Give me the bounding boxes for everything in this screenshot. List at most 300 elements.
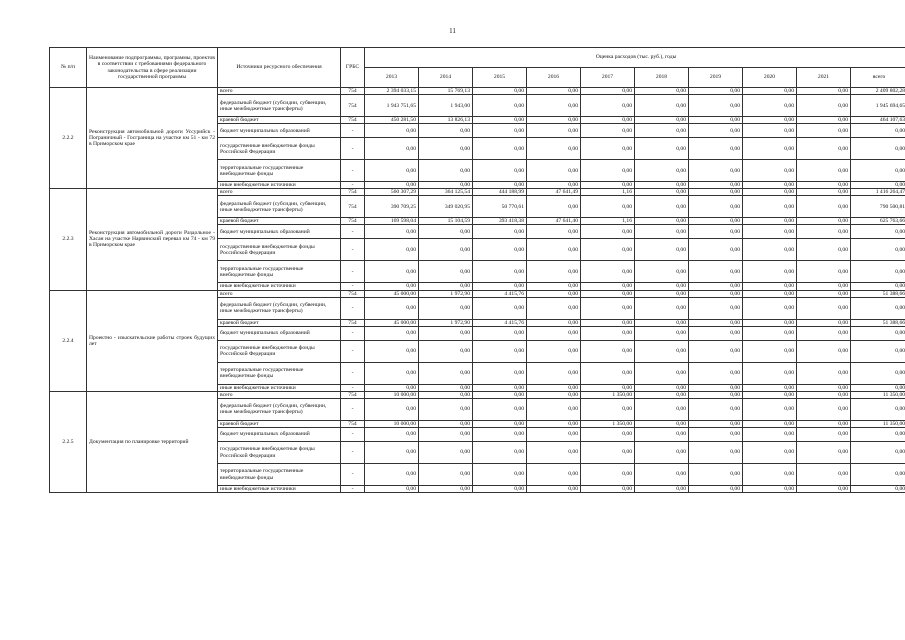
total-value: 0,00: [851, 384, 905, 391]
year-value: 0,00: [581, 290, 635, 297]
total-value: 0,00: [851, 182, 905, 189]
year-value: 0,00: [635, 340, 689, 362]
year-value: 0,00: [743, 362, 797, 384]
total-value: 625 763,66: [851, 218, 905, 225]
funding-source: иные внебюджетные источники: [218, 384, 341, 391]
year-value: 0,00: [419, 398, 473, 420]
year-value: 0,00: [365, 297, 419, 319]
funding-source: всего: [218, 391, 341, 398]
grbs-code: -: [341, 362, 365, 384]
year-value: 0,00: [797, 464, 851, 486]
year-value: 0,00: [473, 486, 527, 493]
grbs-code: -: [341, 261, 365, 283]
year-value: 0,00: [797, 261, 851, 283]
year-value: 0,00: [419, 428, 473, 442]
section-code: 2.2.5: [50, 391, 87, 492]
total-value: 1 945 694,65: [851, 95, 905, 117]
year-value: 0,00: [581, 239, 635, 261]
year-value: 47 641,40: [527, 218, 581, 225]
year-value: 0,00: [797, 420, 851, 427]
grbs-code: 754: [341, 189, 365, 196]
year-value: 0,00: [527, 160, 581, 182]
year-value: 364 125,54: [419, 189, 473, 196]
year-value: 0,00: [365, 442, 419, 464]
year-value: 0,00: [527, 384, 581, 391]
year-value: 0,00: [365, 124, 419, 138]
year-value: 0,00: [365, 486, 419, 493]
funding-source: территориальные государственные внебюджетные фонды: [218, 261, 341, 283]
total-value: 0,00: [851, 160, 905, 182]
year-value: 0,00: [635, 290, 689, 297]
year-value: 0,00: [527, 239, 581, 261]
year-value: 0,00: [743, 239, 797, 261]
header-year: 2019: [689, 68, 743, 88]
year-value: 50 770,61: [473, 196, 527, 218]
year-value: 1 972,90: [419, 290, 473, 297]
year-value: 0,00: [635, 117, 689, 124]
year-value: 0,00: [689, 218, 743, 225]
section-code: 2.2.2: [50, 88, 87, 189]
year-value: 0,00: [527, 283, 581, 290]
year-value: 0,00: [743, 398, 797, 420]
year-value: 0,00: [527, 362, 581, 384]
grbs-code: 754: [341, 196, 365, 218]
grbs-code: -: [341, 464, 365, 486]
year-value: 0,00: [743, 442, 797, 464]
year-value: 0,00: [689, 261, 743, 283]
table-row: [50, 189, 905, 196]
year-value: 0,00: [419, 182, 473, 189]
year-value: 0,00: [743, 340, 797, 362]
year-value: 0,00: [527, 398, 581, 420]
header-year: 2021: [797, 68, 851, 88]
year-value: 0,00: [743, 160, 797, 182]
year-value: 0,00: [743, 391, 797, 398]
total-value: 51 388,66: [851, 290, 905, 297]
year-value: 393 418,38: [473, 218, 527, 225]
funding-source: государственные внебюджетные фонды Российской Федерации: [218, 442, 341, 464]
year-value: 0,00: [419, 391, 473, 398]
year-value: 0,00: [797, 283, 851, 290]
year-value: 0,00: [689, 428, 743, 442]
year-value: 0,00: [581, 442, 635, 464]
year-value: 15 104,59: [419, 218, 473, 225]
total-value: 0,00: [851, 442, 905, 464]
year-value: 0,00: [743, 297, 797, 319]
total-value: 0,00: [851, 326, 905, 340]
year-value: 0,00: [743, 196, 797, 218]
year-value: 1,16: [581, 189, 635, 196]
year-value: 0,00: [797, 88, 851, 95]
year-value: 0,00: [473, 326, 527, 340]
year-value: 0,00: [365, 225, 419, 239]
year-value: 0,00: [635, 88, 689, 95]
total-value: 0,00: [851, 362, 905, 384]
year-value: 0,00: [797, 398, 851, 420]
funding-source: территориальные государственные внебюджетные фонды: [218, 362, 341, 384]
year-value: 0,00: [635, 182, 689, 189]
year-value: 0,00: [635, 420, 689, 427]
page-number: 11: [449, 27, 456, 35]
year-value: 0,00: [527, 428, 581, 442]
funding-source: федеральный бюджет (субсидии, субвенции, иные межбюджетные трансферты): [218, 398, 341, 420]
year-value: 0,00: [419, 239, 473, 261]
total-value: 11 350,00: [851, 391, 905, 398]
year-value: 0,00: [635, 442, 689, 464]
year-value: 2 394 033,15: [365, 88, 419, 95]
total-value: 51 388,66: [851, 319, 905, 326]
year-value: 0,00: [635, 384, 689, 391]
year-value: 0,00: [365, 261, 419, 283]
year-value: 0,00: [365, 160, 419, 182]
grbs-code: -: [341, 297, 365, 319]
year-value: 0,00: [797, 189, 851, 196]
year-value: 0,00: [527, 464, 581, 486]
year-value: 0,00: [689, 124, 743, 138]
header-source: Источники ресурсного обеспечения: [218, 48, 341, 88]
funding-source: краевой бюджет: [218, 218, 341, 225]
year-value: 0,00: [365, 428, 419, 442]
year-value: 0,00: [689, 340, 743, 362]
year-value: 0,00: [365, 340, 419, 362]
year-value: 4 415,76: [473, 290, 527, 297]
year-value: 169 598,04: [365, 218, 419, 225]
year-value: 0,00: [743, 319, 797, 326]
year-value: 0,00: [689, 391, 743, 398]
year-value: 0,00: [689, 160, 743, 182]
year-value: 0,00: [419, 283, 473, 290]
year-value: 0,00: [419, 160, 473, 182]
year-value: 0,00: [635, 189, 689, 196]
year-value: 0,00: [527, 340, 581, 362]
year-value: 0,00: [689, 88, 743, 95]
total-value: 0,00: [851, 486, 905, 493]
year-value: 0,00: [797, 225, 851, 239]
total-value: 0,00: [851, 340, 905, 362]
year-value: 0,00: [365, 239, 419, 261]
year-value: 0,00: [419, 442, 473, 464]
year-value: 0,00: [581, 182, 635, 189]
total-value: 2 409 802,28: [851, 88, 905, 95]
year-value: 0,00: [581, 398, 635, 420]
grbs-code: -: [341, 428, 365, 442]
year-value: 0,00: [689, 362, 743, 384]
total-value: 1 416 264,47: [851, 189, 905, 196]
year-value: 0,00: [473, 225, 527, 239]
year-value: 444 188,99: [473, 189, 527, 196]
year-value: 0,00: [419, 464, 473, 486]
funding-source: бюджет муниципальных образований: [218, 124, 341, 138]
total-value: 0,00: [851, 138, 905, 160]
year-value: 0,00: [743, 182, 797, 189]
year-value: 0,00: [419, 486, 473, 493]
year-value: 0,00: [635, 239, 689, 261]
funding-source: краевой бюджет: [218, 420, 341, 427]
grbs-code: 754: [341, 319, 365, 326]
year-value: 0,00: [419, 362, 473, 384]
year-value: 0,00: [797, 196, 851, 218]
year-value: 0,00: [419, 261, 473, 283]
year-value: 1 972,90: [419, 319, 473, 326]
section-code: 2.2.4: [50, 290, 87, 391]
year-value: 0,00: [581, 138, 635, 160]
header-year: 2014: [419, 68, 473, 88]
year-value: 1 943,00: [419, 95, 473, 117]
total-value: 0,00: [851, 124, 905, 138]
section-name: Реконструкция автомобильной дороги Уссурийск - Пограничный - Госграница на участке км 51 - км 72 в Приморском крае: [87, 88, 218, 189]
year-value: 0,00: [635, 297, 689, 319]
header-grbs: ГРБС: [341, 48, 365, 88]
year-value: 0,00: [797, 138, 851, 160]
year-value: 0,00: [581, 464, 635, 486]
year-value: 0,00: [797, 428, 851, 442]
year-value: 0,00: [365, 283, 419, 290]
total-value: 0,00: [851, 225, 905, 239]
year-value: 1 350,00: [581, 391, 635, 398]
year-value: 13 826,13: [419, 117, 473, 124]
grbs-code: -: [341, 225, 365, 239]
year-value: 45 000,00: [365, 319, 419, 326]
year-value: 0,00: [581, 486, 635, 493]
year-value: 0,00: [365, 326, 419, 340]
year-value: 0,00: [743, 117, 797, 124]
year-value: 1,16: [581, 218, 635, 225]
year-value: 0,00: [743, 138, 797, 160]
year-value: 0,00: [797, 326, 851, 340]
header-year: 2020: [743, 68, 797, 88]
grbs-code: 754: [341, 290, 365, 297]
year-value: 0,00: [527, 88, 581, 95]
header-num: № п/п: [50, 48, 87, 88]
year-value: 0,00: [527, 486, 581, 493]
year-value: 0,00: [473, 283, 527, 290]
year-value: 0,00: [527, 138, 581, 160]
year-value: 0,00: [527, 225, 581, 239]
year-value: 0,00: [581, 384, 635, 391]
funding-source: иные внебюджетные источники: [218, 486, 341, 493]
year-value: 0,00: [743, 290, 797, 297]
grbs-code: -: [341, 384, 365, 391]
section-name: Проектно - изыскательские работы строек будущих лет: [87, 290, 218, 391]
year-value: 0,00: [473, 117, 527, 124]
year-value: 15 769,13: [419, 88, 473, 95]
funding-source: федеральный бюджет (субсидии, субвенции, иные межбюджетные трансферты): [218, 196, 341, 218]
year-value: 0,00: [689, 189, 743, 196]
section-code: 2.2.3: [50, 189, 87, 290]
year-value: 0,00: [635, 225, 689, 239]
year-value: 0,00: [419, 340, 473, 362]
year-value: 0,00: [473, 362, 527, 384]
year-value: 450 281,50: [365, 117, 419, 124]
year-value: 0,00: [689, 239, 743, 261]
year-value: 0,00: [743, 95, 797, 117]
year-value: 0,00: [473, 261, 527, 283]
funding-source: иные внебюджетные источники: [218, 283, 341, 290]
year-value: 0,00: [473, 239, 527, 261]
year-value: 0,00: [797, 290, 851, 297]
year-value: 0,00: [473, 340, 527, 362]
year-value: 0,00: [581, 196, 635, 218]
year-value: 0,00: [473, 124, 527, 138]
year-value: 0,00: [419, 297, 473, 319]
year-value: 0,00: [797, 124, 851, 138]
year-value: 0,00: [743, 189, 797, 196]
grbs-code: 754: [341, 420, 365, 427]
year-value: 0,00: [635, 283, 689, 290]
year-value: 0,00: [689, 384, 743, 391]
year-value: 0,00: [635, 428, 689, 442]
year-value: 0,00: [365, 464, 419, 486]
year-value: 349 020,95: [419, 196, 473, 218]
table-row: [50, 290, 905, 297]
year-value: 0,00: [797, 319, 851, 326]
year-value: 0,00: [527, 117, 581, 124]
year-value: 0,00: [689, 290, 743, 297]
year-value: 0,00: [527, 95, 581, 117]
year-value: 0,00: [527, 182, 581, 189]
total-value: 0,00: [851, 464, 905, 486]
year-value: 0,00: [473, 160, 527, 182]
year-value: 0,00: [743, 384, 797, 391]
year-value: 0,00: [527, 391, 581, 398]
header-year: всего: [851, 68, 905, 88]
year-value: 0,00: [635, 391, 689, 398]
year-value: 0,00: [581, 261, 635, 283]
grbs-code: -: [341, 340, 365, 362]
year-value: 0,00: [635, 95, 689, 117]
year-value: 0,00: [797, 218, 851, 225]
funding-source: федеральный бюджет (субсидии, субвенции, иные межбюджетные трансферты): [218, 95, 341, 117]
year-value: 0,00: [743, 225, 797, 239]
year-value: 0,00: [635, 218, 689, 225]
grbs-code: -: [341, 138, 365, 160]
grbs-code: -: [341, 160, 365, 182]
grbs-code: 754: [341, 218, 365, 225]
header-year: 2018: [635, 68, 689, 88]
year-value: 0,00: [797, 391, 851, 398]
year-value: 0,00: [365, 138, 419, 160]
year-value: 10 000,00: [365, 420, 419, 427]
year-value: 0,00: [797, 486, 851, 493]
year-value: 0,00: [581, 225, 635, 239]
year-value: 0,00: [689, 486, 743, 493]
year-value: 0,00: [581, 95, 635, 117]
year-value: 0,00: [689, 95, 743, 117]
year-value: 0,00: [581, 124, 635, 138]
year-value: 0,00: [635, 138, 689, 160]
year-value: 0,00: [743, 283, 797, 290]
year-value: 0,00: [419, 138, 473, 160]
funding-source: бюджет муниципальных образований: [218, 428, 341, 442]
year-value: 0,00: [527, 442, 581, 464]
grbs-code: -: [341, 182, 365, 189]
year-value: 0,00: [419, 326, 473, 340]
table-row: [50, 391, 905, 398]
year-value: 0,00: [743, 88, 797, 95]
year-value: 0,00: [797, 182, 851, 189]
year-value: 0,00: [473, 88, 527, 95]
header-year: 2017: [581, 68, 635, 88]
year-value: 0,00: [473, 297, 527, 319]
grbs-code: -: [341, 486, 365, 493]
funding-source: государственные внебюджетные фонды Российской Федерации: [218, 239, 341, 261]
year-value: 0,00: [581, 362, 635, 384]
section-name: Реконструкция автомобильной дороги Раздольное - Хасан на участке Нарвинский перевал км 74 - км 79 в Приморском крае: [87, 189, 218, 290]
funding-source: бюджет муниципальных образований: [218, 225, 341, 239]
year-value: 0,00: [689, 326, 743, 340]
grbs-code: -: [341, 239, 365, 261]
year-value: 0,00: [365, 362, 419, 384]
funding-source: территориальные государственные внебюджетные фонды: [218, 464, 341, 486]
year-value: 0,00: [635, 362, 689, 384]
year-value: 0,00: [419, 124, 473, 138]
year-value: 4 415,76: [473, 319, 527, 326]
table-row: [50, 88, 905, 95]
year-value: 0,00: [797, 239, 851, 261]
year-value: 0,00: [581, 160, 635, 182]
funding-source: краевой бюджет: [218, 319, 341, 326]
funding-source: государственные внебюджетные фонды Российской Федерации: [218, 340, 341, 362]
year-value: 0,00: [581, 340, 635, 362]
grbs-code: 754: [341, 88, 365, 95]
year-value: 0,00: [689, 182, 743, 189]
year-value: 0,00: [473, 442, 527, 464]
funding-source: всего: [218, 88, 341, 95]
section-name: Документация по планировке территорий: [87, 391, 218, 492]
year-value: 0,00: [581, 326, 635, 340]
year-value: 0,00: [689, 138, 743, 160]
header-year: 2013: [365, 68, 419, 88]
year-value: 0,00: [473, 138, 527, 160]
year-value: 0,00: [743, 261, 797, 283]
total-value: 0,00: [851, 428, 905, 442]
year-value: 0,00: [635, 124, 689, 138]
year-value: 0,00: [581, 428, 635, 442]
year-value: 0,00: [473, 182, 527, 189]
total-value: 0,00: [851, 239, 905, 261]
year-value: 0,00: [797, 340, 851, 362]
header-name: Наименование подпрограммы, программы, проектов в соответствии с требованиями федерального законодательства в сфере реализации государственной программы: [87, 48, 218, 88]
grbs-code: 754: [341, 117, 365, 124]
total-value: 0,00: [851, 261, 905, 283]
year-value: 0,00: [797, 117, 851, 124]
grbs-code: -: [341, 398, 365, 420]
year-value: 1 350,00: [581, 420, 635, 427]
total-value: 11 350,00: [851, 420, 905, 427]
year-value: 0,00: [473, 391, 527, 398]
header-estimate: Оценка расходов (тыс. руб.), годы: [365, 48, 905, 68]
grbs-code: -: [341, 326, 365, 340]
year-value: 0,00: [743, 486, 797, 493]
total-value: 0,00: [851, 297, 905, 319]
year-value: 0,00: [365, 398, 419, 420]
year-value: 0,00: [527, 290, 581, 297]
budget-table: [49, 47, 905, 493]
year-value: 0,00: [797, 297, 851, 319]
year-value: 0,00: [527, 319, 581, 326]
year-value: 0,00: [473, 95, 527, 117]
year-value: 390 709,25: [365, 196, 419, 218]
year-value: 0,00: [635, 261, 689, 283]
year-value: 0,00: [689, 297, 743, 319]
year-value: 0,00: [365, 182, 419, 189]
year-value: 0,00: [743, 124, 797, 138]
year-value: 0,00: [689, 225, 743, 239]
year-value: 0,00: [635, 398, 689, 420]
year-value: 560 307,29: [365, 189, 419, 196]
year-value: 0,00: [797, 442, 851, 464]
grbs-code: -: [341, 442, 365, 464]
